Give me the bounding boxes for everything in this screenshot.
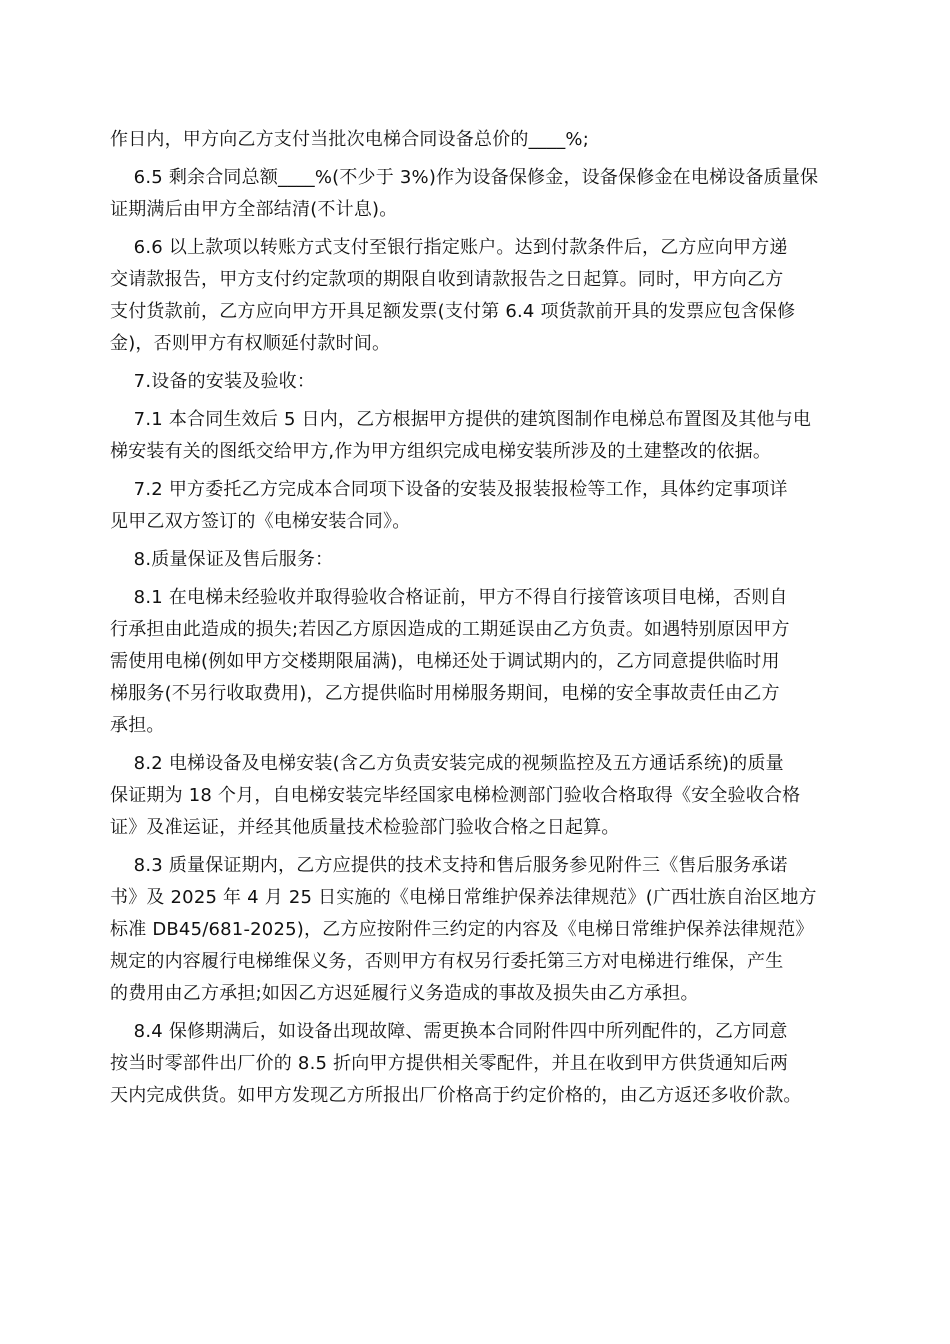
document-body [110, 124, 840, 1112]
text-line: 8.4 保修期满后，如设备出现故障、需更换本合同附件四中所列配件的，乙方同意 [110, 1021, 788, 1042]
text-line: 7.1 本合同生效后 5 日内，乙方根据甲方提供的建筑图制作电梯总布置图及其他与电 [110, 409, 812, 430]
paragraph [110, 124, 840, 156]
text-line: 保证期为 18 个月，自电梯安装完毕经国家电梯检测部门验收合格取得《安全验收合格 [110, 785, 801, 806]
text-line: 梯服务(不另行收取费用)，乙方提供临时用梯服务期间，电梯的安全事故责任由乙方 [110, 683, 780, 704]
text-line: 的费用由乙方承担;如因乙方迟延履行义务造成的事故及损失由乙方承担。 [110, 983, 699, 1004]
text-line: 6.5 剩余合同总额____%(不少于 3%)作为设备保修金，设备保修金在电梯设备质量保 [110, 167, 819, 188]
text-line: 8.2 电梯设备及电梯安装(含乙方负责安装完成的视频监控及五方通话系统)的质量 [110, 753, 784, 774]
text-line: 6.6 以上款项以转账方式支付至银行指定账户。达到付款条件后，乙方应向甲方递 [110, 237, 788, 258]
paragraph [110, 162, 840, 226]
text-line: 7.2 甲方委托乙方完成本合同项下设备的安装及报装报检等工作，具体约定事项详 [110, 479, 788, 500]
text-line: 证期满后由甲方全部结清(不计息)。 [110, 199, 398, 220]
paragraph [110, 366, 840, 398]
paragraph [110, 582, 840, 742]
text-line: 支付货款前，乙方应向甲方开具足额发票(支付第 6.4 项货款前开具的发票应包含保修 [110, 301, 796, 322]
text-line: 天内完成供货。如甲方发现乙方所报出厂价格高于约定价格的，由乙方返还多收价款。 [110, 1085, 802, 1106]
text-line: 规定的内容履行电梯维保义务，否则甲方有权另行委托第三方对电梯进行维保，产生 [110, 951, 784, 972]
text-line: 书》及 2025 年 4 月 25 日实施的《电梯日常维护保养法律规范》(广西壮族自治区地方 [110, 887, 817, 908]
text-line: 7.设备的安装及验收： [110, 371, 316, 392]
text-line: 承担。 [110, 715, 165, 736]
text-line: 作日内，甲方向乙方支付当批次电梯合同设备总价的____%; [110, 129, 589, 150]
text-line: 8.1 在电梯未经验收并取得验收合格证前，甲方不得自行接管该项目电梯，否则自 [110, 587, 788, 608]
paragraph [110, 544, 840, 576]
paragraph [110, 748, 840, 844]
text-line: 证》及准运证，并经其他质量技术检验部门验收合格之日起算。 [110, 817, 620, 838]
paragraph [110, 850, 840, 1010]
text-line: 交请款报告，甲方支付约定款项的期限自收到请款报告之日起算。同时，甲方向乙方 [110, 269, 784, 290]
text-line: 需使用电梯(例如甲方交楼期限届满)，电梯还处于调试期内的，乙方同意提供临时用 [110, 651, 780, 672]
text-line: 行承担由此造成的损失;若因乙方原因造成的工期延误由乙方负责。如遇特别原因甲方 [110, 619, 790, 640]
paragraph [110, 404, 840, 468]
text-line: 按当时零部件出厂价的 8.5 折向甲方提供相关零配件，并且在收到甲方供货通知后两 [110, 1053, 789, 1074]
text-line: 梯安装有关的图纸交给甲方,作为甲方组织完成电梯安装所涉及的土建整改的依据。 [110, 441, 772, 462]
text-line: 标准 DB45/681-2025)，乙方应按附件三约定的内容及《电梯日常维护保养法律规范》 [110, 919, 814, 940]
text-line: 8.3 质量保证期内，乙方应提供的技术支持和售后服务参见附件三《售后服务承诺 [110, 855, 788, 876]
text-line: 见甲乙双方签订的《电梯安装合同》。 [110, 511, 411, 532]
text-line: 8.质量保证及售后服务： [110, 549, 334, 570]
paragraph [110, 232, 840, 360]
paragraph [110, 1016, 840, 1112]
paragraph [110, 474, 840, 538]
text-line: 金)，否则甲方有权顺延付款时间。 [110, 333, 391, 354]
